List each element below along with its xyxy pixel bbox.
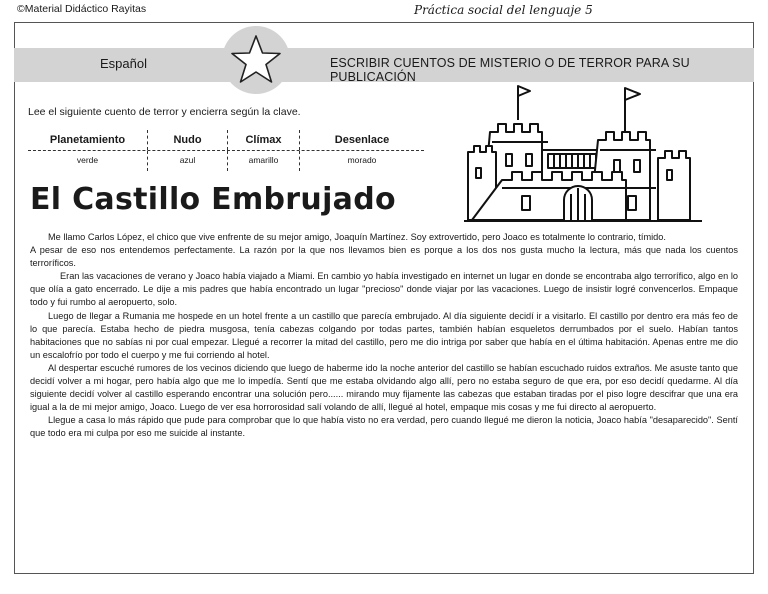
key-color: verde [28,151,148,171]
story-paragraph: Eran las vacaciones de verano y Joaco había viajado a Miami. En cambio yo había investigado en internet un lugar en donde se encontraba algo terrorífico, algo en lo que olía a gato encerrado. Le dije a mis padres que había encontrado un lugar "precioso" donde viajar por las vacaciones. Luego de insistir logré convencerlos. Empaque todo y fui rumbo al aeropuerto, solo. [30,271,738,308]
story-paragraph: Luego de llegar a Rumania me hospede en un hotel frente a un castillo que parecía embrujado. Al día siguiente decidí ir a visitarlo. El castillo por dentro era más feo de lo que parecía. Estaba hecho de piedra musgosa, tenía cabezas colgando por todas partes, también habían esqueletos derrumbados por el suelo. Habían tantos habitaciones que no sabías ni por cual empezar. Llegué a recorrer la mitad del castillo, pero me dio intriga por saber que había en el última habitación. Apenas entre me dio un escalofrío por todo el cuerpo y me fui corriendo al hotel. [30,310,738,360]
key-color: morado [347,155,377,165]
story-title: El Castillo Embrujado [30,182,396,217]
castle-icon [462,84,744,224]
key-color: azul [148,151,228,171]
key-header: Desenlace [334,134,390,146]
key-color: amarillo [228,151,300,171]
key-header: Clímax [228,130,300,150]
copyright-text: ©Material Didáctico Rayitas [17,3,147,15]
key-header: Planetamiento [28,130,148,150]
subject-label: Español [100,56,147,71]
story-paragraph: Al despertar escuché rumores de los vecinos diciendo que luego de haberme ido la noche anterior del castillo se habían escuchado ruidos extraños. Me asuste tanto que decidí volver a mi hogar, pero había algo que me lo impedía. Sentí que me estaba olvidando algo allí, pero no estaba seguro de que era, por eso decidí quedarme. Al día siguiente decidí volver al castillo esperando encontrar una solución pero...... mirando muy fijamente las cabezas que estaban tiradas por el piso logre descifrar que una era igual a la de mi mejor amigo, Joaco. Luego de ver esa horrorosidad salí volando de allí, llegué al hotel, empaque mis cosas y me fui directo al aeropuerto. [30,362,738,413]
story-paragraph: A pesar de eso nos entendemos perfectamente. La razón por la que nos llevamos bien es porque a los dos nos gusta mucho la lectura, más que nada los cuentos terroríficos. [30,245,738,269]
topic-title: ESCRIBIR CUENTOS DE MISTERIO O DE TERROR PARA SU PUBLICACIÓN [330,56,690,84]
instruction-text: Lee el siguiente cuento de terror y encierra según la clave. [28,106,301,118]
color-key-header-row [28,130,424,151]
star-icon [227,31,285,89]
key-header: Nudo [148,130,228,150]
color-key-table [28,130,424,171]
story-paragraph: Llegue a casa lo más rápido que pude para comprobar que lo que había visto no era verdad, pero cuando llegué me dieron la noticia, Joaco había "desaparecido". Sentí que todo era mi culpa por eso me suicide al instante. [30,415,738,439]
story-paragraph: Me llamo Carlos López, el chico que vive enfrente de su mejor amigo, Joaquín Martínez. Soy extrovertido, pero Joaco es totalmente lo contrario, tímido. [48,232,666,242]
star-badge [222,26,290,94]
color-key-values-row [28,151,424,171]
practice-label: Práctica social del lenguaje 5 [414,3,593,17]
story-body [30,231,738,441]
